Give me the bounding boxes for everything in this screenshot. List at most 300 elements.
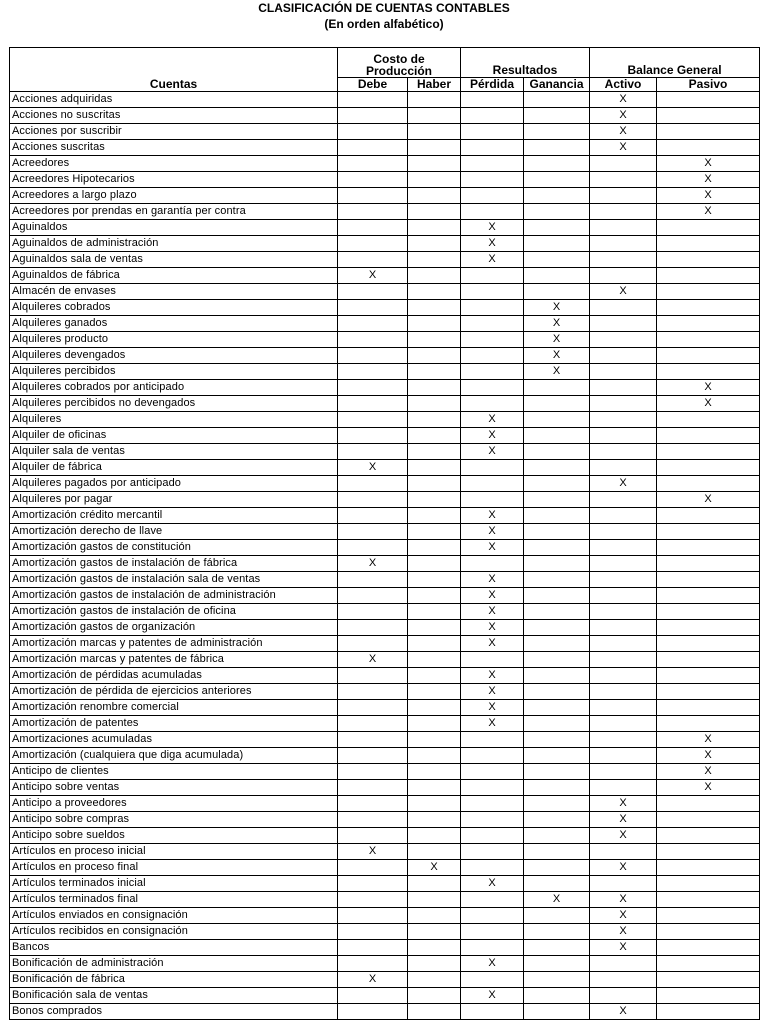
cell-haber (408, 636, 461, 652)
cell-perdida (461, 764, 524, 780)
cell-debe (338, 604, 408, 620)
cell-pasivo (657, 316, 760, 332)
cell-haber (408, 156, 461, 172)
table-row (10, 316, 760, 332)
cell-perdida (461, 492, 524, 508)
cell-perdida (461, 812, 524, 828)
cell-perdida (461, 300, 524, 316)
cell-perdida: X (461, 588, 524, 604)
header-cuentas: Cuentas (10, 48, 338, 92)
cell-perdida: X (461, 636, 524, 652)
account-name: Bonificación de administración (10, 956, 338, 972)
cell-debe (338, 572, 408, 588)
cell-activo (590, 668, 657, 684)
cell-haber (408, 588, 461, 604)
table-row (10, 428, 760, 444)
table-row (10, 284, 760, 300)
cell-activo (590, 684, 657, 700)
account-name: Amortización gastos de instalación de oficina (10, 604, 338, 620)
account-name: Acciones adquiridas (10, 92, 338, 108)
cell-pasivo (657, 556, 760, 572)
table-row (10, 684, 760, 700)
account-name: Anticipo a proveedores (10, 796, 338, 812)
cell-debe (338, 396, 408, 412)
cell-pasivo (657, 460, 760, 476)
cell-pasivo: X (657, 172, 760, 188)
cell-debe (338, 284, 408, 300)
cell-pasivo (657, 636, 760, 652)
header-group-resultados: Resultados (461, 48, 590, 78)
cell-debe: X (338, 268, 408, 284)
cell-debe: X (338, 972, 408, 988)
cell-pasivo: X (657, 396, 760, 412)
cell-pasivo (657, 284, 760, 300)
cell-haber (408, 332, 461, 348)
table-row (10, 476, 760, 492)
cell-activo (590, 444, 657, 460)
cell-ganancia (524, 812, 590, 828)
account-name: Amortización derecho de llave (10, 524, 338, 540)
cell-activo (590, 508, 657, 524)
cell-ganancia (524, 972, 590, 988)
cell-activo: X (590, 124, 657, 140)
cell-pasivo (657, 476, 760, 492)
cell-ganancia (524, 476, 590, 492)
cell-haber (408, 492, 461, 508)
cell-perdida (461, 156, 524, 172)
table-row (10, 780, 760, 796)
cell-debe (338, 188, 408, 204)
cell-haber (408, 796, 461, 812)
cell-debe: X (338, 556, 408, 572)
cell-ganancia (524, 524, 590, 540)
cell-haber (408, 108, 461, 124)
table-row (10, 844, 760, 860)
table-row (10, 828, 760, 844)
cell-haber (408, 316, 461, 332)
cell-activo: X (590, 476, 657, 492)
cell-activo (590, 332, 657, 348)
cell-ganancia (524, 444, 590, 460)
cell-perdida (461, 828, 524, 844)
cell-debe (338, 428, 408, 444)
cell-ganancia (524, 428, 590, 444)
cell-ganancia (524, 780, 590, 796)
cell-pasivo (657, 924, 760, 940)
table-row (10, 540, 760, 556)
cell-debe (338, 892, 408, 908)
cell-ganancia (524, 636, 590, 652)
account-name: Alquileres cobrados (10, 300, 338, 316)
cell-haber (408, 396, 461, 412)
cell-activo: X (590, 860, 657, 876)
cell-haber (408, 652, 461, 668)
table-row (10, 812, 760, 828)
cell-debe (338, 92, 408, 108)
header-group-costo-label: Costo de Producción (366, 52, 433, 78)
account-name: Artículos en proceso final (10, 860, 338, 876)
cell-perdida (461, 396, 524, 412)
cell-haber (408, 572, 461, 588)
account-name: Amortización (cualquiera que diga acumulada) (10, 748, 338, 764)
account-name: Amortización marcas y patentes de administración (10, 636, 338, 652)
account-name: Alquiler sala de ventas (10, 444, 338, 460)
table-row (10, 908, 760, 924)
cell-haber (408, 476, 461, 492)
cell-haber (408, 1004, 461, 1020)
cell-ganancia (524, 956, 590, 972)
cell-ganancia (524, 396, 590, 412)
cell-debe (338, 204, 408, 220)
account-name: Alquileres devengados (10, 348, 338, 364)
cell-haber (408, 364, 461, 380)
cell-debe (338, 172, 408, 188)
account-name: Alquileres (10, 412, 338, 428)
cell-pasivo (657, 988, 760, 1004)
table-row (10, 252, 760, 268)
table-row (10, 556, 760, 572)
cell-ganancia (524, 940, 590, 956)
cell-perdida (461, 972, 524, 988)
cell-debe (338, 620, 408, 636)
cell-debe (338, 412, 408, 428)
cell-haber (408, 716, 461, 732)
cell-pasivo (657, 444, 760, 460)
cell-pasivo (657, 140, 760, 156)
cell-haber (408, 380, 461, 396)
cell-haber (408, 460, 461, 476)
cell-haber (408, 972, 461, 988)
cell-haber (408, 684, 461, 700)
cell-activo (590, 156, 657, 172)
cell-activo (590, 844, 657, 860)
cell-haber (408, 284, 461, 300)
cell-ganancia (524, 108, 590, 124)
cell-ganancia (524, 140, 590, 156)
cell-ganancia: X (524, 332, 590, 348)
account-name: Aguinaldos (10, 220, 338, 236)
cell-haber: X (408, 860, 461, 876)
cell-debe (338, 1004, 408, 1020)
cell-perdida: X (461, 988, 524, 1004)
account-name: Amortizaciones acumuladas (10, 732, 338, 748)
cell-debe (338, 380, 408, 396)
cell-perdida (461, 1004, 524, 1020)
cell-perdida (461, 204, 524, 220)
table-row (10, 972, 760, 988)
cell-activo: X (590, 92, 657, 108)
account-name: Amortización de patentes (10, 716, 338, 732)
cell-pasivo: X (657, 780, 760, 796)
cell-pasivo (657, 604, 760, 620)
cell-debe (338, 780, 408, 796)
cell-ganancia: X (524, 348, 590, 364)
table-row (10, 652, 760, 668)
account-name: Amortización de pérdida de ejercicios anteriores (10, 684, 338, 700)
cell-debe (338, 956, 408, 972)
table-row (10, 332, 760, 348)
cell-haber (408, 620, 461, 636)
cell-debe (338, 156, 408, 172)
cell-pasivo: X (657, 204, 760, 220)
cell-haber (408, 140, 461, 156)
account-name: Amortización gastos de instalación de administración (10, 588, 338, 604)
account-name: Artículos terminados final (10, 892, 338, 908)
cell-activo (590, 412, 657, 428)
accounts-table-body (10, 92, 760, 1020)
cell-activo (590, 636, 657, 652)
cell-pasivo (657, 828, 760, 844)
header-group-balance: Balance General (590, 48, 760, 78)
account-name: Acreedores a largo plazo (10, 188, 338, 204)
cell-ganancia (524, 124, 590, 140)
table-row (10, 524, 760, 540)
cell-haber (408, 220, 461, 236)
account-name: Alquileres por pagar (10, 492, 338, 508)
cell-debe (338, 700, 408, 716)
cell-pasivo (657, 796, 760, 812)
table-row (10, 700, 760, 716)
cell-ganancia (524, 252, 590, 268)
cell-ganancia (524, 844, 590, 860)
cell-haber (408, 188, 461, 204)
cell-activo (590, 268, 657, 284)
group-header-row (10, 48, 760, 78)
table-row (10, 748, 760, 764)
account-name: Amortización gastos de instalación sala de ventas (10, 572, 338, 588)
cell-pasivo (657, 892, 760, 908)
table-row (10, 140, 760, 156)
cell-activo (590, 540, 657, 556)
cell-perdida: X (461, 716, 524, 732)
cell-ganancia (524, 412, 590, 428)
cell-debe (338, 124, 408, 140)
cell-pasivo (657, 684, 760, 700)
table-row (10, 956, 760, 972)
cell-haber (408, 876, 461, 892)
table-row (10, 460, 760, 476)
cell-pasivo: X (657, 748, 760, 764)
cell-activo (590, 588, 657, 604)
account-name: Acciones por suscribir (10, 124, 338, 140)
cell-perdida: X (461, 956, 524, 972)
cell-haber (408, 844, 461, 860)
cell-ganancia (524, 764, 590, 780)
cell-pasivo (657, 572, 760, 588)
cell-debe (338, 796, 408, 812)
cell-debe (338, 684, 408, 700)
cell-debe (338, 300, 408, 316)
account-name: Alquileres pagados por anticipado (10, 476, 338, 492)
cell-perdida (461, 748, 524, 764)
cell-ganancia (524, 156, 590, 172)
cell-activo: X (590, 892, 657, 908)
cell-ganancia (524, 716, 590, 732)
account-name: Aguinaldos de administración (10, 236, 338, 252)
account-name: Acreedores (10, 156, 338, 172)
table-row (10, 396, 760, 412)
cell-perdida (461, 732, 524, 748)
cell-ganancia (524, 668, 590, 684)
cell-pasivo (657, 908, 760, 924)
cell-perdida: X (461, 524, 524, 540)
table-row (10, 764, 760, 780)
table-row (10, 572, 760, 588)
cell-haber (408, 700, 461, 716)
account-name: Amortización crédito mercantil (10, 508, 338, 524)
header-haber: Haber (408, 78, 461, 92)
cell-pasivo (657, 876, 760, 892)
cell-activo (590, 396, 657, 412)
cell-haber (408, 444, 461, 460)
cell-debe (338, 524, 408, 540)
cell-perdida: X (461, 508, 524, 524)
cell-ganancia (524, 700, 590, 716)
cell-haber (408, 668, 461, 684)
cell-pasivo (657, 108, 760, 124)
cell-activo (590, 364, 657, 380)
cell-ganancia (524, 572, 590, 588)
cell-activo: X (590, 812, 657, 828)
cell-haber (408, 764, 461, 780)
table-row (10, 668, 760, 684)
cell-haber (408, 300, 461, 316)
cell-debe (338, 812, 408, 828)
table-row (10, 716, 760, 732)
cell-pasivo (657, 540, 760, 556)
cell-pasivo (657, 524, 760, 540)
cell-haber (408, 988, 461, 1004)
cell-pasivo (657, 252, 760, 268)
cell-debe (338, 940, 408, 956)
cell-haber (408, 172, 461, 188)
cell-ganancia (524, 604, 590, 620)
cell-ganancia (524, 92, 590, 108)
cell-ganancia: X (524, 892, 590, 908)
cell-ganancia (524, 732, 590, 748)
cell-debe (338, 316, 408, 332)
cell-ganancia: X (524, 364, 590, 380)
cell-debe (338, 444, 408, 460)
cell-debe (338, 540, 408, 556)
cell-perdida: X (461, 236, 524, 252)
cell-activo (590, 188, 657, 204)
cell-activo (590, 380, 657, 396)
account-name: Acciones no suscritas (10, 108, 338, 124)
cell-haber (408, 412, 461, 428)
cell-pasivo: X (657, 380, 760, 396)
cell-activo (590, 716, 657, 732)
cell-debe (338, 508, 408, 524)
account-name: Amortización de pérdidas acumuladas (10, 668, 338, 684)
cell-activo (590, 220, 657, 236)
cell-pasivo (657, 940, 760, 956)
cell-haber (408, 428, 461, 444)
cell-perdida: X (461, 604, 524, 620)
cell-ganancia (524, 860, 590, 876)
account-name: Acciones suscritas (10, 140, 338, 156)
account-name: Aguinaldos de fábrica (10, 268, 338, 284)
account-name: Artículos enviados en consignación (10, 908, 338, 924)
page-title: CLASIFICACIÓN DE CUENTAS CONTABLES (258, 1, 510, 15)
account-name: Amortización gastos de organización (10, 620, 338, 636)
account-name: Amortización gastos de instalación de fábrica (10, 556, 338, 572)
cell-perdida (461, 924, 524, 940)
account-name: Artículos terminados inicial (10, 876, 338, 892)
cell-pasivo (657, 700, 760, 716)
cell-perdida (461, 652, 524, 668)
cell-activo (590, 876, 657, 892)
cell-debe (338, 348, 408, 364)
cell-pasivo (657, 236, 760, 252)
account-name: Artículos en proceso inicial (10, 844, 338, 860)
cell-pasivo: X (657, 188, 760, 204)
cell-debe (338, 748, 408, 764)
table-row (10, 796, 760, 812)
cell-pasivo (657, 668, 760, 684)
cell-pasivo (657, 812, 760, 828)
page-subtitle: (En orden alfabético) (324, 17, 444, 31)
cell-activo (590, 620, 657, 636)
cell-debe (338, 860, 408, 876)
cell-haber (408, 508, 461, 524)
cell-pasivo (657, 124, 760, 140)
cell-haber (408, 524, 461, 540)
table-row (10, 300, 760, 316)
cell-perdida (461, 348, 524, 364)
cell-perdida: X (461, 220, 524, 236)
account-name: Artículos recibidos en consignación (10, 924, 338, 940)
cell-activo (590, 348, 657, 364)
cell-ganancia (524, 540, 590, 556)
account-name: Bancos (10, 940, 338, 956)
header-pasivo: Pasivo (657, 78, 760, 92)
cell-debe (338, 732, 408, 748)
cell-perdida (461, 908, 524, 924)
cell-debe (338, 476, 408, 492)
cell-perdida (461, 892, 524, 908)
cell-activo: X (590, 796, 657, 812)
account-name: Amortización gastos de constitución (10, 540, 338, 556)
cell-debe (338, 588, 408, 604)
cell-debe: X (338, 460, 408, 476)
cell-activo: X (590, 284, 657, 300)
cell-pasivo (657, 844, 760, 860)
table-row (10, 124, 760, 140)
cell-perdida: X (461, 876, 524, 892)
table-row (10, 380, 760, 396)
cell-ganancia (524, 268, 590, 284)
cell-ganancia (524, 220, 590, 236)
cell-activo: X (590, 108, 657, 124)
cell-ganancia: X (524, 316, 590, 332)
table-row (10, 620, 760, 636)
cell-haber (408, 252, 461, 268)
cell-debe (338, 636, 408, 652)
table-row (10, 92, 760, 108)
cell-ganancia (524, 556, 590, 572)
account-name: Bonificación de fábrica (10, 972, 338, 988)
cell-ganancia (524, 204, 590, 220)
table-row (10, 636, 760, 652)
cell-ganancia (524, 1004, 590, 1020)
cell-perdida (461, 796, 524, 812)
table-row (10, 268, 760, 284)
cell-debe (338, 332, 408, 348)
cell-activo (590, 204, 657, 220)
account-name: Aguinaldos sala de ventas (10, 252, 338, 268)
cell-ganancia (524, 620, 590, 636)
